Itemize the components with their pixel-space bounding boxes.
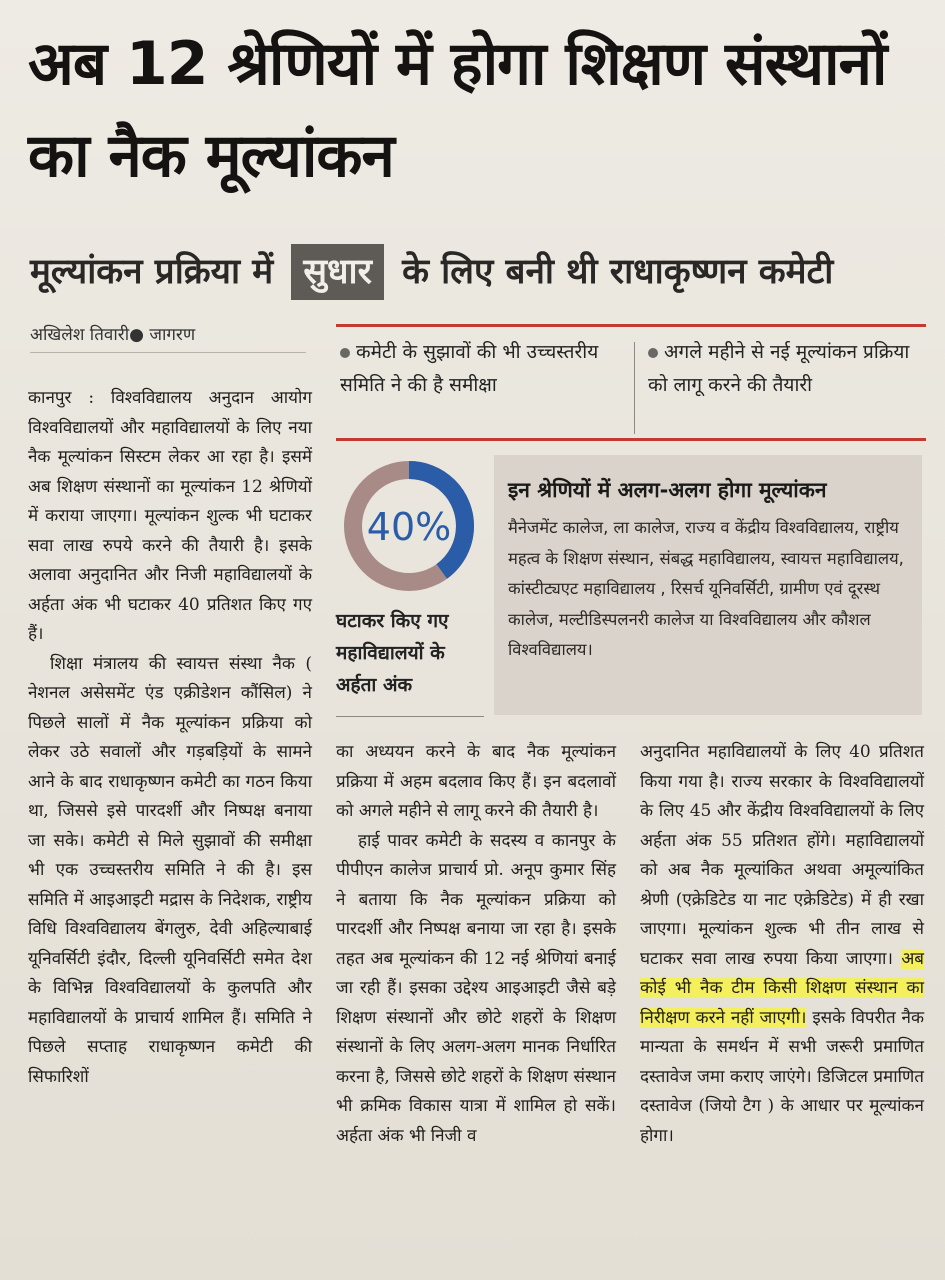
gauge-value-label: 40% (366, 505, 452, 549)
bullet-icon (648, 348, 658, 358)
key-point-1-text: कमेटी के सुझावों की भी उच्चस्तरीय समिति ने की है समीक्षा (340, 341, 599, 396)
column-2-paragraph-1: का अध्ययन करने के बाद नैक मूल्यांकन प्रक्रिया में अहम बदलाव किए हैं। इन बदलावों को अगले महीने से लागू करने की तैयारी है। (336, 742, 616, 821)
column-3-text-after: इसके विपरीत नैक मान्यता के समर्थन में सभी जरूरी प्रमाणित दस्तावेज जमा कराए जाएंगे। डिजिटल प्रमाणित दस्तावेज (जियो टैग ) के आधार पर मूल्यांकन होगा। (640, 1007, 924, 1146)
headline: अब 12 श्रेणियों में होगा शिक्षण संस्थानों का नैक मूल्यांकन (28, 29, 887, 191)
bullets-top-rule (336, 324, 926, 327)
column-1-paragraph-1: कानपुर : विश्वविद्यालय अनुदान आयोग विश्वविद्यालयों और महाविद्यालयों के लिए नया नैक मूल्यांकन सिस्टम लेकर आ रहा है। इसमें अब शिक्षण संस्थानों का मूल्यांकन 12 श्रेणियों में कराया जाएगा। मूल्यांकन शुल्क भी घटाकर सवा लाख रुपये करने की तैयारी है। इसके अलावा अनुदानित और निजी महाविद्यालयों के अर्हता अंक भी घटाकर 40 प्रतिशत किए गए हैं। (28, 388, 312, 644)
column-1-paragraph-2: शिक्षा मंत्रालय की स्वायत्त संस्था नैक ( नेशनल असेसमेंट एंड एक्रीडेशन कौंसिल) ने पिछले सालों में नैक मूल्यांकन प्रक्रिया को लेकर उठे सवालों और गड़बड़ियों के सामने आने के बाद राधाकृष्णन कमेटी का गठन किया था, जिससे इसे पारदर्शी और निष्पक्ष बनाया जा सके। कमेटी से मिले सुझावों की समीक्षा भी एक उच्चस्तरीय समिति ने की है। इस समिति में आइआइटी मद्रास के निदेशक, राष्ट्रीय विधि विश्वविद्यालय बेंगलुरु, देवी अहिल्याबाई यूनिवर्सिटी इंदौर, दिल्ली यूनिवर्सिटी समेत देश के विभिन्न विश्वविद्यालयों के कुलपति और महाविद्यालयों के प्राचार्य शामिल हैं। समिति ने पिछले सप्ताह राधाकृष्णन कमेटी की सिफारिशों (28, 653, 312, 1087)
key-point-2-text: अगले महीने से नई मूल्यांकन प्रक्रिया को लागू करने की तैयारी (648, 341, 910, 396)
subheadline-after: के लिए बनी थी राधाकृष्णन कमेटी (402, 252, 834, 292)
article-column-2 (336, 738, 616, 1151)
column-2-paragraph-2: हाई पावर कमेटी के सदस्य व कानपुर के पीपीएन कालेज प्राचार्य प्रो. अनूप कुमार सिंह ने बताया कि नैक मूल्यांकन प्रक्रिया को पारदर्शी और निष्पक्ष बनाया जा रहा है। इसके तहत अब मूल्यांकन की 12 नई श्रेणियां बनाई जा रही हैं। इसका उद्देश्य आइआइटी जैसे बड़े शिक्षण संस्थानों और छोटे शहरों के शिक्षण संस्थानों के लिए अलग-अलग मानक निर्धारित करना है, जिससे छोटे शहरों के शिक्षण संस्थान भी क्रमिक विकास यात्रा में शामिल हो सकें। अर्हता अंक भी निजी व (336, 830, 616, 1146)
categories-box (494, 455, 922, 715)
key-points (336, 330, 926, 438)
key-point-2 (648, 336, 918, 402)
byline: अखिलेश तिवारी● जागरण (30, 325, 196, 345)
column-3-paragraph (640, 738, 924, 1151)
byline-divider (30, 352, 306, 353)
article-column-1 (28, 384, 312, 1092)
bullets-divider (634, 342, 635, 434)
gauge-svg (336, 452, 482, 600)
categories-title: इन श्रेणियों में अलग-अलग होगा मूल्यांकन (508, 478, 827, 502)
key-point-1 (340, 336, 620, 402)
column-3-text-before: अनुदानित महाविद्यालयों के लिए 40 प्रतिशत किया गया है। राज्य सरकार के विश्वविद्यालयों के लिए 45 और केंद्रीय विश्वविद्यालयों के लिए अर्हता अंक 55 प्रतिशत होंगे। महाविद्यालयों को अब नैक मूल्यांकित अथवा अमूल्यांकित श्रेणी (एक्रेडिटेड या नाट एक्रेडिटेड) में ही रखा जाएगा। मूल्यांकन शुल्क भी तीन लाख से घटाकर सवा लाख रुपया किया जाएगा। (640, 742, 924, 969)
subheadline-before: मूल्यांकन प्रक्रिया में (30, 252, 274, 292)
column-3-highlighted-text: अब कोई भी नैक टीम किसी शिक्षण संस्थान का निरीक्षण करने नहीं जाएगी। (640, 948, 925, 1028)
article-column-3 (640, 738, 924, 1151)
subheadline (30, 240, 930, 304)
stat-divider (336, 716, 484, 717)
subheadline-highlight: सुधार (291, 244, 384, 300)
bullets-bottom-rule (336, 438, 926, 441)
bullet-icon (340, 348, 350, 358)
percent-gauge (336, 452, 482, 600)
gauge-caption: घटाकर किए गए महाविद्यालयों के अर्हता अंक (336, 610, 449, 696)
categories-text: मैनेजमेंट कालेज, ला कालेज, राज्य व केंद्रीय विश्वविद्यालय, राष्ट्रीय महत्व के शिक्षण संस्थान, संबद्ध महाविद्यालय, स्वायत्त महाविद्यालय, कांस्टीट्यएट महाविद्यालय , रिसर्च यूनिवर्सिटी, ग्रामीण एवं दूरस्थ कालेज, मल्टीडिस्पलनरी कालेज या विश्वविद्यालय और कौशल विश्वविद्यालय। (508, 518, 904, 659)
